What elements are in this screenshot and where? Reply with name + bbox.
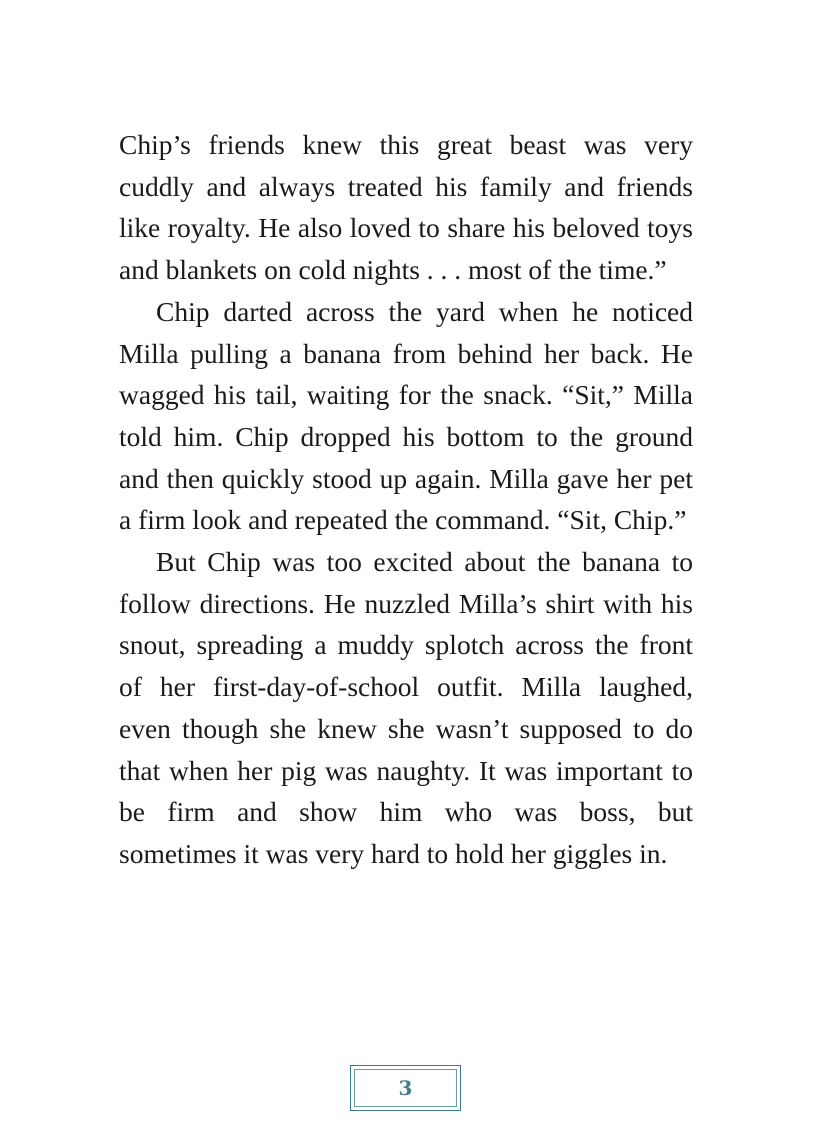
page-number-frame: [350, 1065, 461, 1111]
paragraph-2: Chip darted across the yard when he noticed Milla pulling a banana from behind her back. He wagged his tail, waiting for the snack. “Sit,” Milla told him. Chip dropped his bottom to the ground and then quickly stood up again. Milla gave her pet a firm look and repeated the command. “Sit, Chip.”: [119, 295, 693, 536]
paragraph-1: Chip’s friends knew this great beast was very cuddly and always treated his family and friends like royalty. He also loved to share his beloved toys and blankets on cold nights . . . most of the time.”: [119, 129, 693, 286]
page-number: 3: [398, 1076, 413, 1100]
paragraph-3: But Chip was too excited about the banana to follow directions. He nuzzled Milla’s shirt with his snout, spreading a muddy splotch across the front of her first-day-of-school outfit. Milla laughed, even though she knew she wasn’t supposed to do that when her pig was naughty. It was important to be firm and show him who was boss, but sometimes it was very hard to hold her giggles in.: [119, 546, 693, 869]
body-text: [119, 124, 693, 875]
